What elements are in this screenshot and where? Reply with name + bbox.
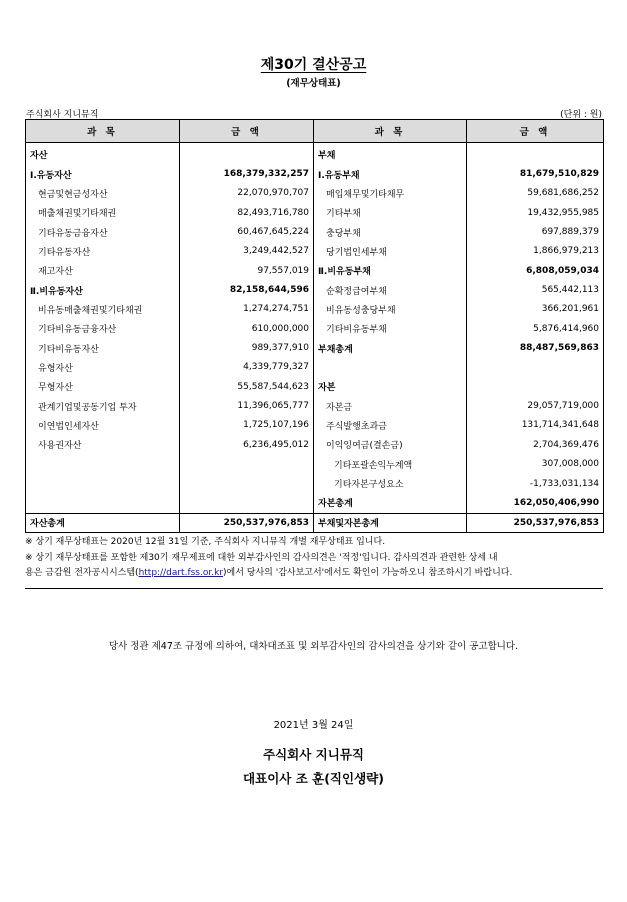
left-amount-cell: 989,377,910: [180, 338, 314, 357]
table-row: [26, 474, 604, 493]
right-amount-cell: 59,681,686,252: [467, 184, 604, 203]
left-amount-cell: 22,070,970,707: [180, 184, 314, 203]
left-amount-cell: [180, 455, 314, 474]
left-amount-cell: 60,467,645,224: [180, 222, 314, 241]
left-amount-cell: [180, 143, 314, 165]
left-amount-cell: 1,725,107,196: [180, 416, 314, 435]
left-account-cell: 매출채권및기타채권: [26, 203, 180, 222]
left-amount-cell: 82,158,644,596: [180, 280, 314, 299]
table-row: [26, 377, 604, 396]
left-account-cell: 기타유동금융자산: [26, 222, 180, 241]
right-amount-cell: 565,442,113: [467, 280, 604, 299]
totals-row: [26, 513, 604, 532]
table-row: [26, 143, 604, 165]
table-row: [26, 242, 604, 261]
right-amount-cell: 2,704,369,476: [467, 435, 604, 454]
table-row: [26, 203, 604, 222]
left-amount-cell: [180, 474, 314, 493]
right-amount-cell: 19,432,955,985: [467, 203, 604, 222]
left-amount-cell: 97,557,019: [180, 261, 314, 280]
notice-statement: 당사 정관 제47조 규정에 의하여, 대차대조표 및 외부감사인의 감사의견을 상기와 같이 공고합니다.: [108, 641, 519, 652]
right-account-cell: [314, 358, 467, 377]
left-account-cell: 비유동매출채권및기타채권: [26, 300, 180, 319]
table-row: [26, 493, 604, 513]
left-amount-cell: 11,396,065,777: [180, 396, 314, 415]
left-amount-cell: 168,379,332,257: [180, 164, 314, 183]
header-amount-left: 금 액: [180, 120, 314, 143]
right-account-cell: 부채: [314, 143, 467, 165]
balance-sheet-table: [25, 119, 604, 533]
left-account-cell: [26, 455, 180, 474]
notice-title: 제30기 결산공고: [260, 57, 367, 73]
dart-link[interactable]: http://dart.fss.or.kr: [138, 568, 224, 578]
notice-subtitle: (재무상태표): [286, 78, 341, 89]
right-account-cell: 자본총계: [314, 493, 467, 513]
left-account-cell: [26, 493, 180, 513]
unit-label: (단위 : 원): [560, 110, 602, 120]
note-line-3-prefix: 용은 금감원 전자공시시스템(: [25, 568, 139, 578]
divider: [25, 588, 603, 589]
note-line-3-suffix: )에서 당사의 '감사보고서'에서도 확인이 가능하오니 참조하시기 바랍니다.: [223, 568, 513, 578]
right-account-cell: 충당부채: [314, 222, 467, 241]
right-account-cell: 매입채무및기타채무: [314, 184, 467, 203]
table-row: [26, 396, 604, 415]
signature-company: 주식회사 지니뮤직: [263, 747, 364, 762]
left-amount-cell: 3,249,442,527: [180, 242, 314, 261]
table-row: [26, 319, 604, 338]
left-amount-cell: 6,236,495,012: [180, 435, 314, 454]
table-body: [26, 143, 604, 533]
right-amount-cell: -1,733,031,134: [467, 474, 604, 493]
right-amount-cell: 131,714,341,648: [467, 416, 604, 435]
left-account-cell: 유형자산: [26, 358, 180, 377]
left-amount-cell: [180, 493, 314, 513]
total-assets-label: 자산총계: [26, 513, 180, 532]
right-amount-cell: [467, 143, 604, 165]
table-row: [26, 338, 604, 357]
table-header-row: [26, 120, 604, 143]
table-row: [26, 280, 604, 299]
left-account-cell: 기타비유동자산: [26, 338, 180, 357]
right-account-cell: 기타자본구성요소: [314, 474, 467, 493]
table-row: [26, 300, 604, 319]
right-account-cell: 당기법인세부채: [314, 242, 467, 261]
left-amount-cell: 610,000,000: [180, 319, 314, 338]
table-row: [26, 164, 604, 183]
right-account-cell: 기타부채: [314, 203, 467, 222]
table-row: [26, 222, 604, 241]
right-amount-cell: 81,679,510,829: [467, 164, 604, 183]
right-amount-cell: 88,487,569,863: [467, 338, 604, 357]
notes: [25, 535, 605, 582]
right-amount-cell: 697,889,379: [467, 222, 604, 241]
left-amount-cell: 55,587,544,623: [180, 377, 314, 396]
note-line-3: [25, 566, 605, 582]
note-line-2: ※ 상기 재무상태표를 포함한 제30기 재무제표에 대한 외부감사인의 감사의견은 '적정'입니다. 감사의견과 관련한 상세 내: [25, 552, 498, 563]
table-row: [26, 435, 604, 454]
right-account-cell: 기타비유동부채: [314, 319, 467, 338]
header-amount-right: 금 액: [467, 120, 604, 143]
left-amount-cell: 1,274,274,751: [180, 300, 314, 319]
note-line-1: ※ 상기 재무상태표는 2020년 12월 31일 기준, 주식회사 지니뮤직 개별 재무상태표 입니다.: [25, 537, 386, 547]
right-amount-cell: 307,008,000: [467, 455, 604, 474]
left-account-cell: [26, 474, 180, 493]
signature-representative: 대표이사 조 훈(직인생략): [243, 771, 384, 786]
table-row: [26, 358, 604, 377]
right-account-cell: 자본: [314, 377, 467, 396]
right-account-cell: Ⅰ.유동부채: [314, 164, 467, 183]
right-amount-cell: 162,050,406,990: [467, 493, 604, 513]
notice-date: 2021년 3월 24일: [273, 720, 354, 731]
left-account-cell: 관계기업및공동기업 투자: [26, 396, 180, 415]
left-account-cell: 사용권자산: [26, 435, 180, 454]
left-account-cell: 무형자산: [26, 377, 180, 396]
left-account-cell: 기타유동자산: [26, 242, 180, 261]
right-account-cell: Ⅱ.비유동부채: [314, 261, 467, 280]
left-account-cell: Ⅰ.유동자산: [26, 164, 180, 183]
table-row: [26, 261, 604, 280]
right-amount-cell: [467, 377, 604, 396]
left-account-cell: 기타비유동금융자산: [26, 319, 180, 338]
right-account-cell: 순확정급여부채: [314, 280, 467, 299]
header-account-left: 과 목: [26, 120, 180, 143]
left-account-cell: Ⅱ.비유동자산: [26, 280, 180, 299]
right-amount-cell: 366,201,961: [467, 300, 604, 319]
right-amount-cell: 5,876,414,960: [467, 319, 604, 338]
company-name: 주식회사 지니뮤직: [26, 110, 99, 120]
right-account-cell: 이익잉여금(결손금): [314, 435, 467, 454]
right-amount-cell: 29,057,719,000: [467, 396, 604, 415]
left-account-cell: 자산: [26, 143, 180, 165]
right-account-cell: 비유동성충당부채: [314, 300, 467, 319]
total-liabilities-equity-amount: 250,537,976,853: [467, 513, 604, 532]
left-account-cell: 재고자산: [26, 261, 180, 280]
left-amount-cell: 82,493,716,780: [180, 203, 314, 222]
table-row: [26, 416, 604, 435]
right-account-cell: 부채총계: [314, 338, 467, 357]
left-account-cell: 이연법인세자산: [26, 416, 180, 435]
right-amount-cell: 1,866,979,213: [467, 242, 604, 261]
right-account-cell: 기타포괄손익누계액: [314, 455, 467, 474]
total-assets-amount: 250,537,976,853: [180, 513, 314, 532]
right-account-cell: 자본금: [314, 396, 467, 415]
total-liabilities-equity-label: 부채및자본총계: [314, 513, 467, 532]
right-amount-cell: [467, 358, 604, 377]
left-account-cell: 현금및현금성자산: [26, 184, 180, 203]
table-row: [26, 184, 604, 203]
table-row: [26, 455, 604, 474]
right-account-cell: 주식발행초과금: [314, 416, 467, 435]
left-amount-cell: 4,339,779,327: [180, 358, 314, 377]
right-amount-cell: 6,808,059,034: [467, 261, 604, 280]
header-account-right: 과 목: [314, 120, 467, 143]
